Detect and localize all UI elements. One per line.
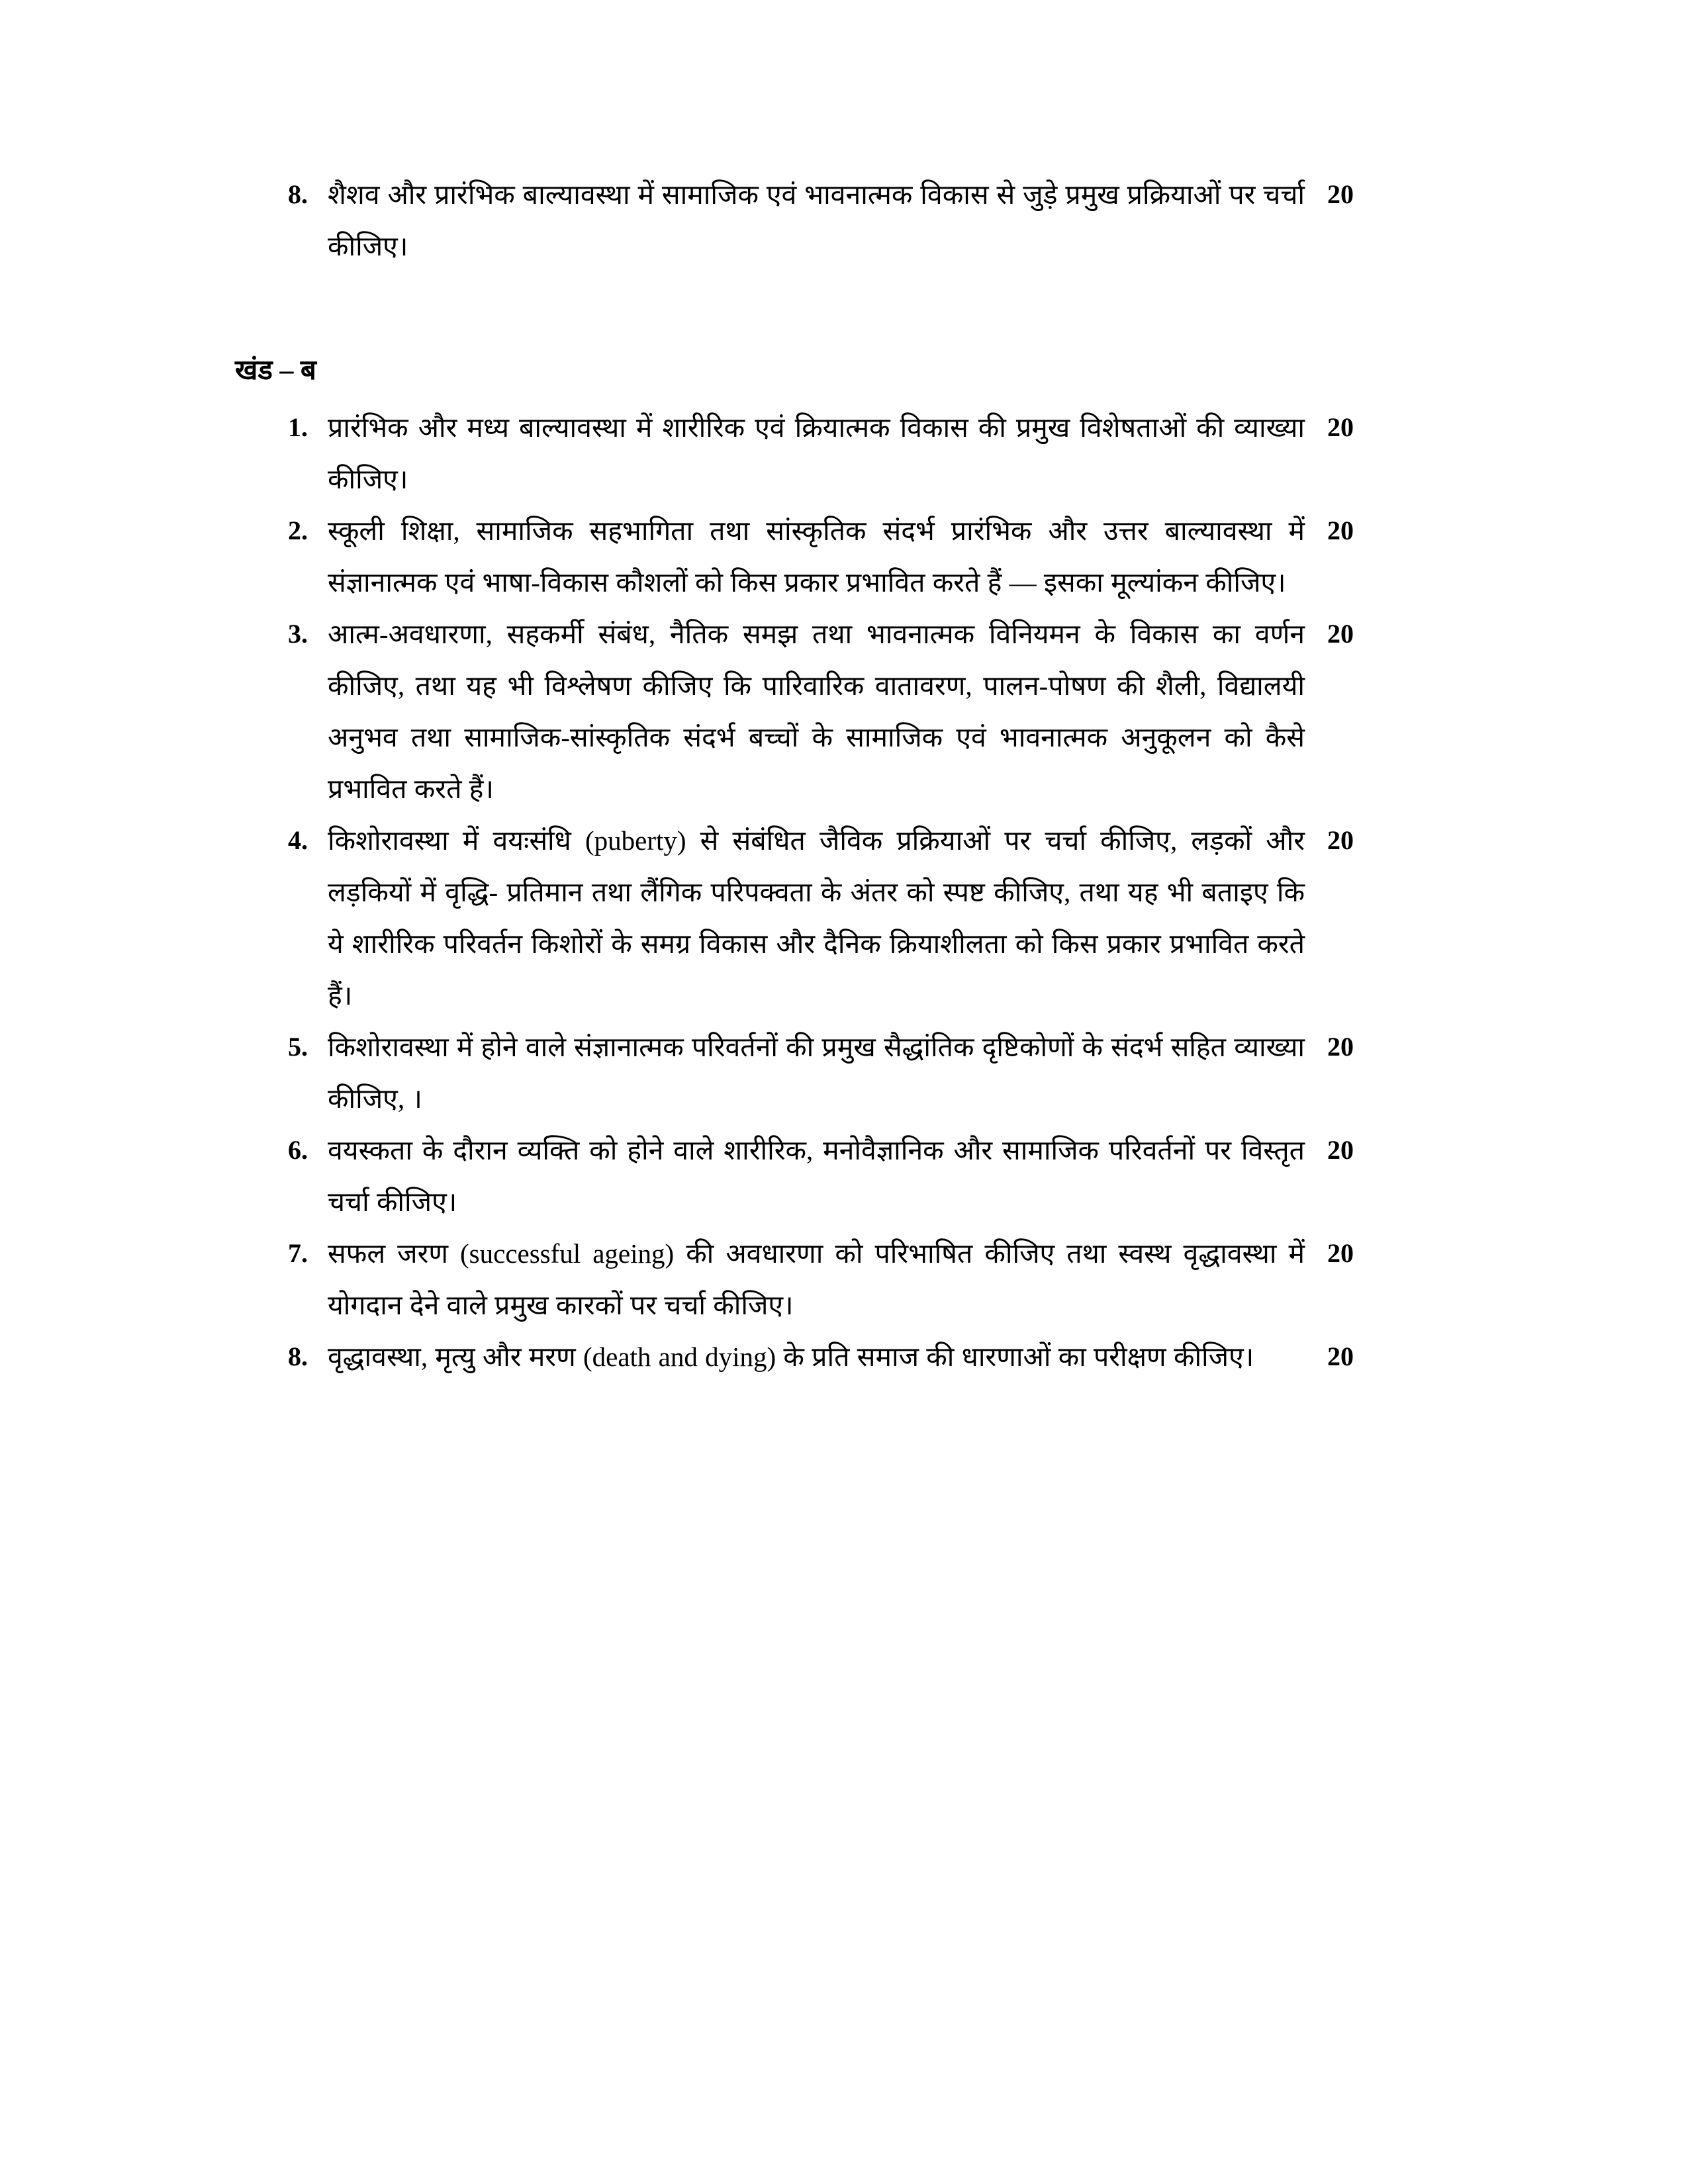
question-text: वयस्कता के दौरान व्यक्ति को होने वाले शारीरिक, मनोवैज्ञानिक और सामाजिक परिवर्तनों पर विस्तृत चर्चा कीजिए।: [328, 1135, 1305, 1217]
question-number: 4.: [288, 825, 308, 855]
question-marks: 20: [1327, 516, 1354, 545]
question-row: [235, 1124, 1387, 1228]
page-content: [235, 169, 1387, 1383]
question-body: [328, 815, 1327, 1021]
question-number: 6.: [288, 1135, 308, 1165]
section-heading: खंड – ब: [235, 355, 316, 386]
question-number: 5.: [288, 1032, 308, 1062]
question-marks: 20: [1327, 1135, 1354, 1165]
spacer: [235, 396, 1387, 402]
question-body: [328, 608, 1327, 815]
question-text: आत्म-अवधारणा, सहकर्मी संबंध, नैतिक समझ तथा भावनात्मक विनियमन के विकास का वर्णन कीजिए, तथा यह भी विश्लेषण कीजिए कि पारिवारिक वातावरण, पालन-पोषण की शैली, विद्यालयी अनुभव तथा सामाजिक-सांस्कृतिक संदर्भ बच्चों के सामाजिक एवं भावनात्मक अनुकूलन को कैसे प्रभावित करते हैं।: [328, 619, 1305, 804]
question-body: [328, 1228, 1327, 1331]
question-body: [328, 169, 1327, 272]
question-marks: 20: [1327, 1238, 1354, 1268]
spacer: [235, 272, 1387, 345]
question-row: [235, 402, 1387, 505]
question-marks: 20: [1327, 412, 1354, 442]
question-body: [328, 1331, 1327, 1383]
question-number: 8.: [288, 1342, 308, 1371]
question-body: [328, 402, 1327, 505]
question-number: 1.: [288, 412, 308, 442]
question-row: [235, 1331, 1387, 1383]
question-row: [235, 608, 1387, 815]
question-marks: 20: [1327, 825, 1354, 855]
question-row: [235, 505, 1387, 608]
question-row: [235, 169, 1387, 272]
question-number: 2.: [288, 516, 308, 545]
question-text: वृद्धावस्था, मृत्यु और मरण (death and dying) के प्रति समाज की धारणाओं का परीक्षण कीजिए।: [328, 1342, 1254, 1372]
question-row: [235, 1228, 1387, 1331]
question-text: प्रारंभिक और मध्य बाल्यावस्था में शारीरिक एवं क्रियात्मक विकास की प्रमुख विशेषताओं की व्याख्या कीजिए।: [328, 412, 1305, 494]
question-number: 7.: [288, 1238, 308, 1268]
question-number: 3.: [288, 619, 308, 649]
question-row: [235, 1021, 1387, 1124]
question-text: स्कूली शिक्षा, सामाजिक सहभागिता तथा सांस्कृतिक संदर्भ प्रारंभिक और उत्तर बाल्यावस्था में संज्ञानात्मक एवं भाषा-विकास कौशलों को किस प्रकार प्रभावित करते हैं — इसका मूल्यांकन कीजिए।: [328, 516, 1305, 598]
question-row: [235, 815, 1387, 1021]
question-text: किशोरावस्था में होने वाले संज्ञानात्मक परिवर्तनों की प्रमुख सैद्धांतिक दृष्टिकोणों के संदर्भ सहित व्याख्या कीजिए, ।: [328, 1032, 1305, 1114]
question-marks: 20: [1327, 1342, 1354, 1371]
question-marks: 20: [1327, 179, 1354, 209]
question-marks: 20: [1327, 1032, 1354, 1062]
question-text: सफल जरण (successful ageing) की अवधारणा को परिभाषित कीजिए तथा स्वस्थ वृद्धावस्था में योगदान देने वाले प्रमुख कारकों पर चर्चा कीजिए।: [328, 1238, 1305, 1320]
question-marks: 20: [1327, 619, 1354, 649]
question-text: किशोरावस्था में वयःसंधि (puberty) से संबंधित जैविक प्रक्रियाओं पर चर्चा कीजिए, लड़कों और लड़कियों में वृद्धि- प्रतिमान तथा लैंगिक परिपक्वता के अंतर को स्पष्ट कीजिए, तथा यह भी बताइए कि ये शारीरिक परिवर्तन किशोरों के समग्र विकास और दैनिक क्रियाशीलता को किस प्रकार प्रभावित करते हैं।: [328, 825, 1305, 1011]
question-body: [328, 1021, 1327, 1124]
question-body: [328, 1124, 1327, 1228]
question-text: शैशव और प्रारंभिक बाल्यावस्था में सामाजिक एवं भावनात्मक विकास से जुड़े प्रमुख प्रक्रियाओं पर चर्चा कीजिए।: [328, 179, 1305, 261]
question-body: [328, 505, 1327, 608]
question-number: 8.: [288, 179, 308, 209]
